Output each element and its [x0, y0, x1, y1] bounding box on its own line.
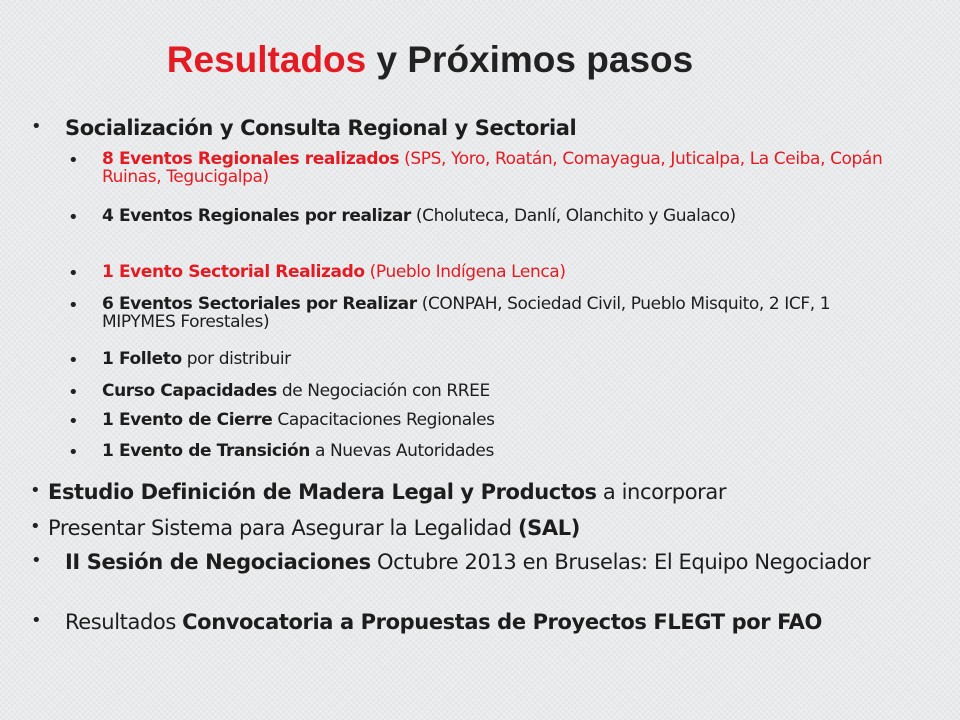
- title-accent-word: Resultados: [166, 39, 367, 80]
- item-bold-text: Curso Capacidades: [102, 381, 277, 401]
- item-text: (Choluteca, Danlí, Olanchito y Gualaco): [410, 206, 736, 226]
- list-item: [30, 516, 948, 540]
- item-text: Presentar Sistema para Asegurar la Legalidad: [48, 516, 518, 540]
- bullet-dot-icon: •: [68, 442, 79, 463]
- bullet-dot-icon: •: [31, 550, 42, 571]
- item-bold-text: Estudio Definición de Madera Legal y Productos: [48, 480, 597, 504]
- item-text: Capacitaciones Regionales: [272, 410, 495, 430]
- sub-list-item: [68, 262, 932, 284]
- bullet-dot-icon: •: [68, 382, 79, 403]
- bullet-dot-icon: •: [30, 480, 41, 501]
- section-heading-text: Socialización y Consulta Regional y Sectorial: [65, 116, 577, 140]
- list-item: [31, 550, 895, 574]
- sub-list-item: [68, 349, 932, 371]
- item-text: (Pueblo Indígena Lenca): [364, 262, 566, 282]
- sub-list-item: [68, 206, 932, 228]
- sub-list-item: [68, 410, 932, 432]
- item-bold-text: 1 Evento de Transición: [102, 441, 310, 461]
- item-bold-text: 6 Eventos Sectoriales por Realizar: [102, 294, 417, 314]
- bullet-dot-icon: •: [31, 610, 42, 631]
- sub-list-item: [68, 149, 932, 187]
- list-item: [31, 610, 945, 634]
- item-bold-text: 1 Evento Sectorial Realizado: [102, 262, 365, 282]
- sub-list-item: [68, 381, 932, 403]
- item-text: Resultados: [65, 610, 183, 634]
- bullet-dot-icon: •: [68, 411, 79, 432]
- bullet-dot-icon: •: [68, 207, 79, 228]
- item-text: de Negociación con RREE: [276, 381, 490, 401]
- item-bold-text: II Sesión de Negociaciones: [65, 550, 371, 574]
- bullet-dot-icon: •: [68, 350, 79, 371]
- sub-list-item: [68, 294, 892, 332]
- sub-list-item: [68, 441, 932, 463]
- bullet-dot-icon: •: [68, 150, 79, 171]
- bullet-dot-icon: •: [68, 263, 79, 284]
- bullet-dot-icon: •: [68, 295, 79, 316]
- bullet-list: [0, 110, 960, 710]
- list-item: [30, 480, 948, 504]
- item-bold-text: 8 Eventos Regionales realizados: [102, 149, 400, 169]
- list-item-section-heading: [31, 116, 945, 140]
- item-text: (CONPAH, Sociedad Civil, Pueblo Misquito, 2 ICF, 1 MIPYMES Forestales): [102, 294, 831, 332]
- bullet-dot-icon: •: [31, 116, 42, 137]
- item-text: a Nuevas Autoridades: [309, 441, 494, 461]
- item-bold-text: 1 Folleto: [102, 349, 182, 369]
- item-bold-text: 4 Eventos Regionales por realizar: [102, 206, 411, 226]
- title-rest: y Próximos pasos: [366, 39, 694, 80]
- slide-title: [0, 38, 860, 82]
- item-text: por distribuir: [181, 349, 291, 369]
- item-text: a incorporar: [596, 480, 727, 504]
- item-bold-text: 1 Evento de Cierre: [102, 410, 273, 430]
- item-text: (SPS, Yoro, Roatán, Comayagua, Juticalpa, La Ceiba, Copán Ruinas, Tegucigalpa): [102, 149, 883, 187]
- item-text: Octubre 2013 en Bruselas: El Equipo Negociador: [370, 550, 871, 574]
- item-bold-text: (SAL): [517, 516, 580, 540]
- item-bold-text: Convocatoria a Propuestas de Proyectos FLEGT por FAO: [182, 610, 822, 634]
- bullet-dot-icon: •: [30, 516, 41, 537]
